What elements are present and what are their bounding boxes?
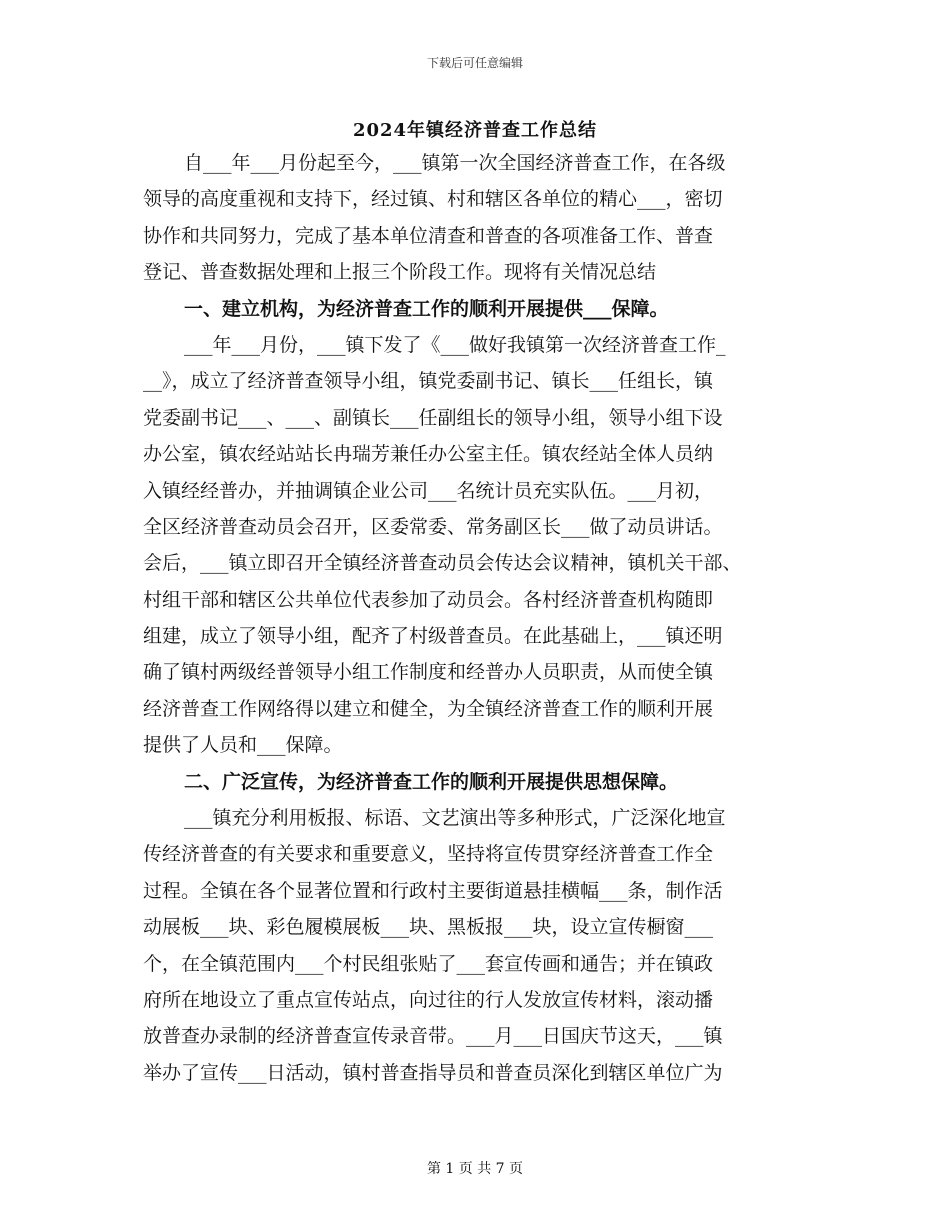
document-title: 2024年镇经济普查工作总结	[352, 120, 598, 141]
text-line: 个，在全镇范围内___个村民组张贴了___套宣传画和通告；并在镇政	[143, 952, 714, 975]
text-line: 党委副书记___、___、副镇长___任副组长的领导小组，领导小组下设	[143, 406, 723, 429]
text-line: 府所在地设立了重点宣传站点，向过往的行人发放宣传材料，滚动播	[143, 988, 714, 1011]
text-line: 办公室，镇农经站站长冉瑞芳兼任办公室主任。镇农经站全体人员纳	[143, 443, 714, 466]
text-line: 过程。全镇在各个显著位置和行政村主要街道悬挂横幅___条，制作活	[143, 879, 723, 902]
text-line: __》，成立了经济普查领导小组，镇党委副书记、镇长___任组长，镇	[143, 370, 714, 393]
text-line: 动展板___块、彩色履模展板___块、黑板报___块，设立宣传橱窗___	[143, 916, 714, 939]
text-line: 放普查办录制的经济普查宣传录音带。___月___日国庆节这天，___镇	[143, 1025, 723, 1048]
section-heading: 二、广泛宣传，为经济普查工作的顺利开展提供思想保障。	[184, 770, 679, 793]
page-header: 下载后可任意编辑	[426, 56, 523, 70]
text-line: 村组干部和辖区公共单位代表参加了动员会。各村经济普查机构随即	[143, 588, 714, 611]
text-line: 入镇经经普办，并抽调镇企业公司___名统计员充实队伍。___月初，	[143, 479, 714, 502]
text-line: 领导的高度重视和支持下，经过镇、村和辖区各单位的精心___，密切	[143, 188, 723, 211]
text-line: 自___年___月份起至今，___镇第一次全国经济普查工作，在各级	[184, 152, 726, 174]
text-line: 登记、普查数据处理和上报三个阶段工作。现将有关情况总结	[143, 261, 657, 284]
text-line: 传经济普查的有关要求和重要意义，坚持将宣传贯穿经济普查工作全	[143, 843, 714, 866]
page-footer: 第 1 页 共 7 页	[426, 1161, 524, 1177]
text-line: 举办了宣传___日活动，镇村普查指导员和普查员深化到辖区单位广为	[143, 1061, 723, 1084]
text-line: 协作和共同努力，完成了基本单位清查和普查的各项准备工作、普查	[143, 224, 714, 247]
text-line: 确了镇村两级经普领导小组工作制度和经普办人员职责，从而使全镇	[143, 661, 714, 684]
text-line: 全区经济普查动员会召开，区委常委、常务副区长___做了动员讲话。	[143, 515, 723, 538]
text-line: ___镇充分利用板报、标语、文艺演出等多种形式，广泛深化地宣	[184, 807, 726, 830]
text-line: 提供了人员和___保障。	[143, 734, 343, 757]
text-line: 会后，___镇立即召开全镇经济普查动员会传达会议精神，镇机关干部、	[143, 552, 742, 575]
text-line: 组建，成立了领导小组，配齐了村级普查员。在此基础上，___镇还明	[143, 625, 723, 648]
text-line: 经济普查工作网络得以建立和健全，为全镇经济普查工作的顺利开展	[143, 697, 714, 720]
text-line: ___年___月份，___镇下发了《___做好我镇第一次经济普查工作_	[184, 333, 726, 356]
document-body	[143, 145, 815, 1091]
section-heading: 一、建立机构，为经济普查工作的顺利开展提供___保障。	[184, 297, 669, 320]
